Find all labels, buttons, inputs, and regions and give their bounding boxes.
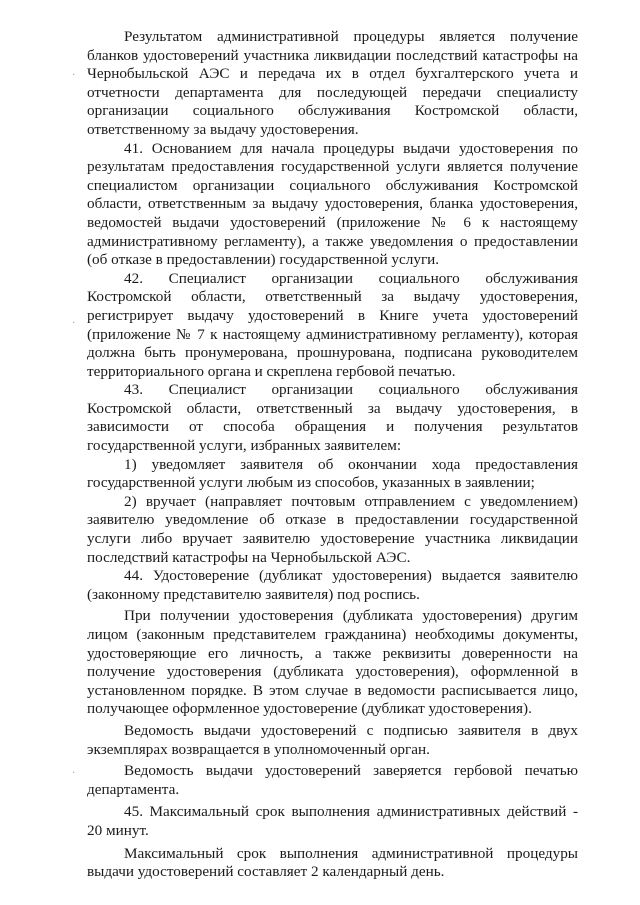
paragraph-44-statement-seal: Ведомость выдачи удостоверений заверяется гербовой печатью департамента.	[87, 762, 578, 798]
paragraph-43-item-1: 1) уведомляет заявителя об окончании хода предоставления государственной услуги любым из способов, указанных в заявлении;	[87, 455, 578, 492]
paragraph-42: 42. Специалист организации социального обслуживания Костромской области, ответственный за выдачу удостоверения, регистрирует выдачу удостоверений в Книге учета удостоверений (приложение № 7 к настоящему административному регламенту), которая должна быть пронумерована, прошнурована, подписана руководителем территориального органа и скреплена гербовой печатью.	[87, 269, 578, 380]
paragraph-45-procedure-time: Максимальный срок выполнения административной процедуры выдачи удостоверений составляет 2 календарный день.	[87, 844, 578, 881]
document-page	[87, 28, 578, 882]
paragraph-43-item-2: 2) вручает (направляет почтовым отправлением с уведомлением) заявителю уведомление об отказе в предоставлении государственной услуги либо вручает заявителю удостоверение участника ликвидации последствий катастрофы на Чернобыльской АЭС.	[87, 492, 578, 566]
scan-speck: ·	[72, 768, 76, 779]
paragraph-44-other-person: При получении удостоверения (дубликата удостоверения) другим лицом (законным представителем гражданина) необходимы документы, удостоверяющие его личность, а также реквизиты доверенности на получение удостоверения (дубликата удостоверения), оформленной в установленном порядке. В этом случае в ведомости расписывается лицо, получающее оформленное удостоверение (дубликат удостоверения).	[87, 607, 578, 718]
paragraph-43: 43. Специалист организации социального обслуживания Костромской области, ответственный за выдачу удостоверения, в зависимости от способа обращения и получения результатов государственной услуги, избранных заявителем:	[87, 381, 578, 455]
scan-speck: ·	[72, 318, 76, 329]
paragraph-41: 41. Основанием для начала процедуры выдачи удостоверения по результатам предоставления государственной услуги является получение специалистом организации социального обслуживания Костромской области, ответственным за выдачу удостоверения, бланка удостоверения, ведомостей выдачи удостоверений (приложение № 6 к настоящему административному регламенту), а также уведомления о предоставлении (об отказе в предоставлении) государственной услуги.	[87, 139, 578, 269]
paragraph-44-statement-return: Ведомость выдачи удостоверений с подписью заявителя в двух экземплярах возвращается в уполномоченный орган.	[87, 721, 578, 758]
paragraph-44: 44. Удостоверение (дубликат удостоверения) выдается заявителю (законному представителю заявителя) под роспись.	[87, 567, 578, 603]
paragraph-result: Результатом административной процедуры является получение бланков удостоверений участника ликвидации последствий катастрофы на Чернобыльской АЭС и передача их в отдел бухгалтерского учета и отчетности департамента для последующей передачи специалисту организации социального обслуживания Костромской области, ответственному за выдачу удостоверения.	[87, 28, 578, 138]
scan-speck: ·	[72, 70, 76, 81]
paragraph-45: 45. Максимальный срок выполнения административных действий - 20 минут.	[87, 803, 578, 839]
